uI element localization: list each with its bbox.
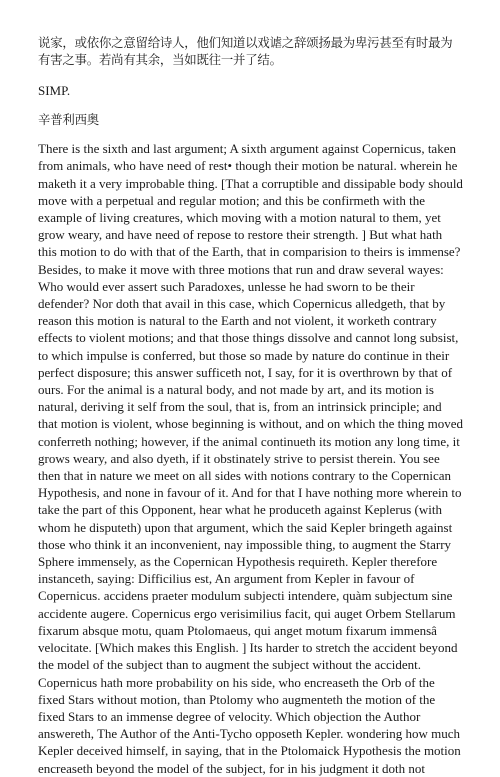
speaker-name-cn: 辛普利西奥 bbox=[38, 112, 99, 128]
intro-paragraph-cn: 说家，或依你之意留给诗人，他们知道以戏谑之辞颂扬最为卑污甚至有时最为有害之事。若尚有其余，当如既往一并了结。 bbox=[38, 35, 453, 67]
speaker-name: SIMP. bbox=[38, 83, 71, 98]
body-paragraph: There is the sixth and last argument; A sixth argument against Copernicus, taken from animals, who have need of rest• though their motion be natural. wherein he maketh it a very improbable thing. [That a corruptible and dissipable body should move with a perpetual and regular motion; and this be confirmeth with the example of living creatures, which moving with a motion natural to them, yet grow weary, and have need of repose to restore their strength. ] But what hath this motion to do with that of the Earth, that in comparision to theirs is immense? Besides, to make it move with three motions that run and draw several wayes: Who would ever assert such Paradoxes, unlesse he had sworn to be their defender? Nor doth that avail in this case, which Copernicus alledgeth, that by reason this motion is natural to the Earth and not violent, it worketh contrary effects to violent motions; and that those things dissolve and cannot long subsist, to which impulse is conferred, but those so made by nature do continue in their perfect disposure; this answer sufficeth not, I say, for it is overthrown by that of ours. For the animal is a natural body, and not made by art, and its motion is natural, deriving it self from the soul, that is, from an intrinsick principle; and that motion is violent, whose beginning is without, and on which the thing moved conferreth nothing; however, if the animal continueth its motion any long time, it grows weary, and also dyeth, if it obstinately strive to persist therein. You see then that in nature we meet on all sides with notions contrary to the Copernican Hypothesis, and none in favour of it. And for that I have nothing more wherein to take the part of this Opponent, hear what he produceth against Keplerus (with whom he disputeth) upon that argument, which the said Kepler bringeth against those who think it an inconvenient, nay impossible thing, to augment the Starry Sphere immensely, as the Copernican Hypothesis requireth. Kepler therefore instanceth, saying: Difficilius est, An argument from Kepler in favour of Copernicus. accidens praeter modulum subjecti intendere, quàm subjectum sine accidente augere. Copernicus ergo verisimilius facit, qui auget Orbem Stellarum fixarum absque motu, quam Ptolomaeus, qui anget motum fixarum immensâ velocitate. [Which makes this English. ] Its harder to stretch the accident beyond the model of the subject than to augment the subject without the accident. Copernicus hath more probability on his side, who encreaseth the Orb of the fixed Stars without motion, than Ptolomy who augmenteth the motion of the fixed Stars to an immense degree of velocity. Which objection the Author answereth, The Author of the Anti-Tycho opposeth Kepler. wondering how much Kepler deceived himself, in saying, that in the Ptolomaick Hypothesis the motion encreaseth beyond the model of the subject, for in his judgment it doth not bbox=[38, 141, 463, 776]
